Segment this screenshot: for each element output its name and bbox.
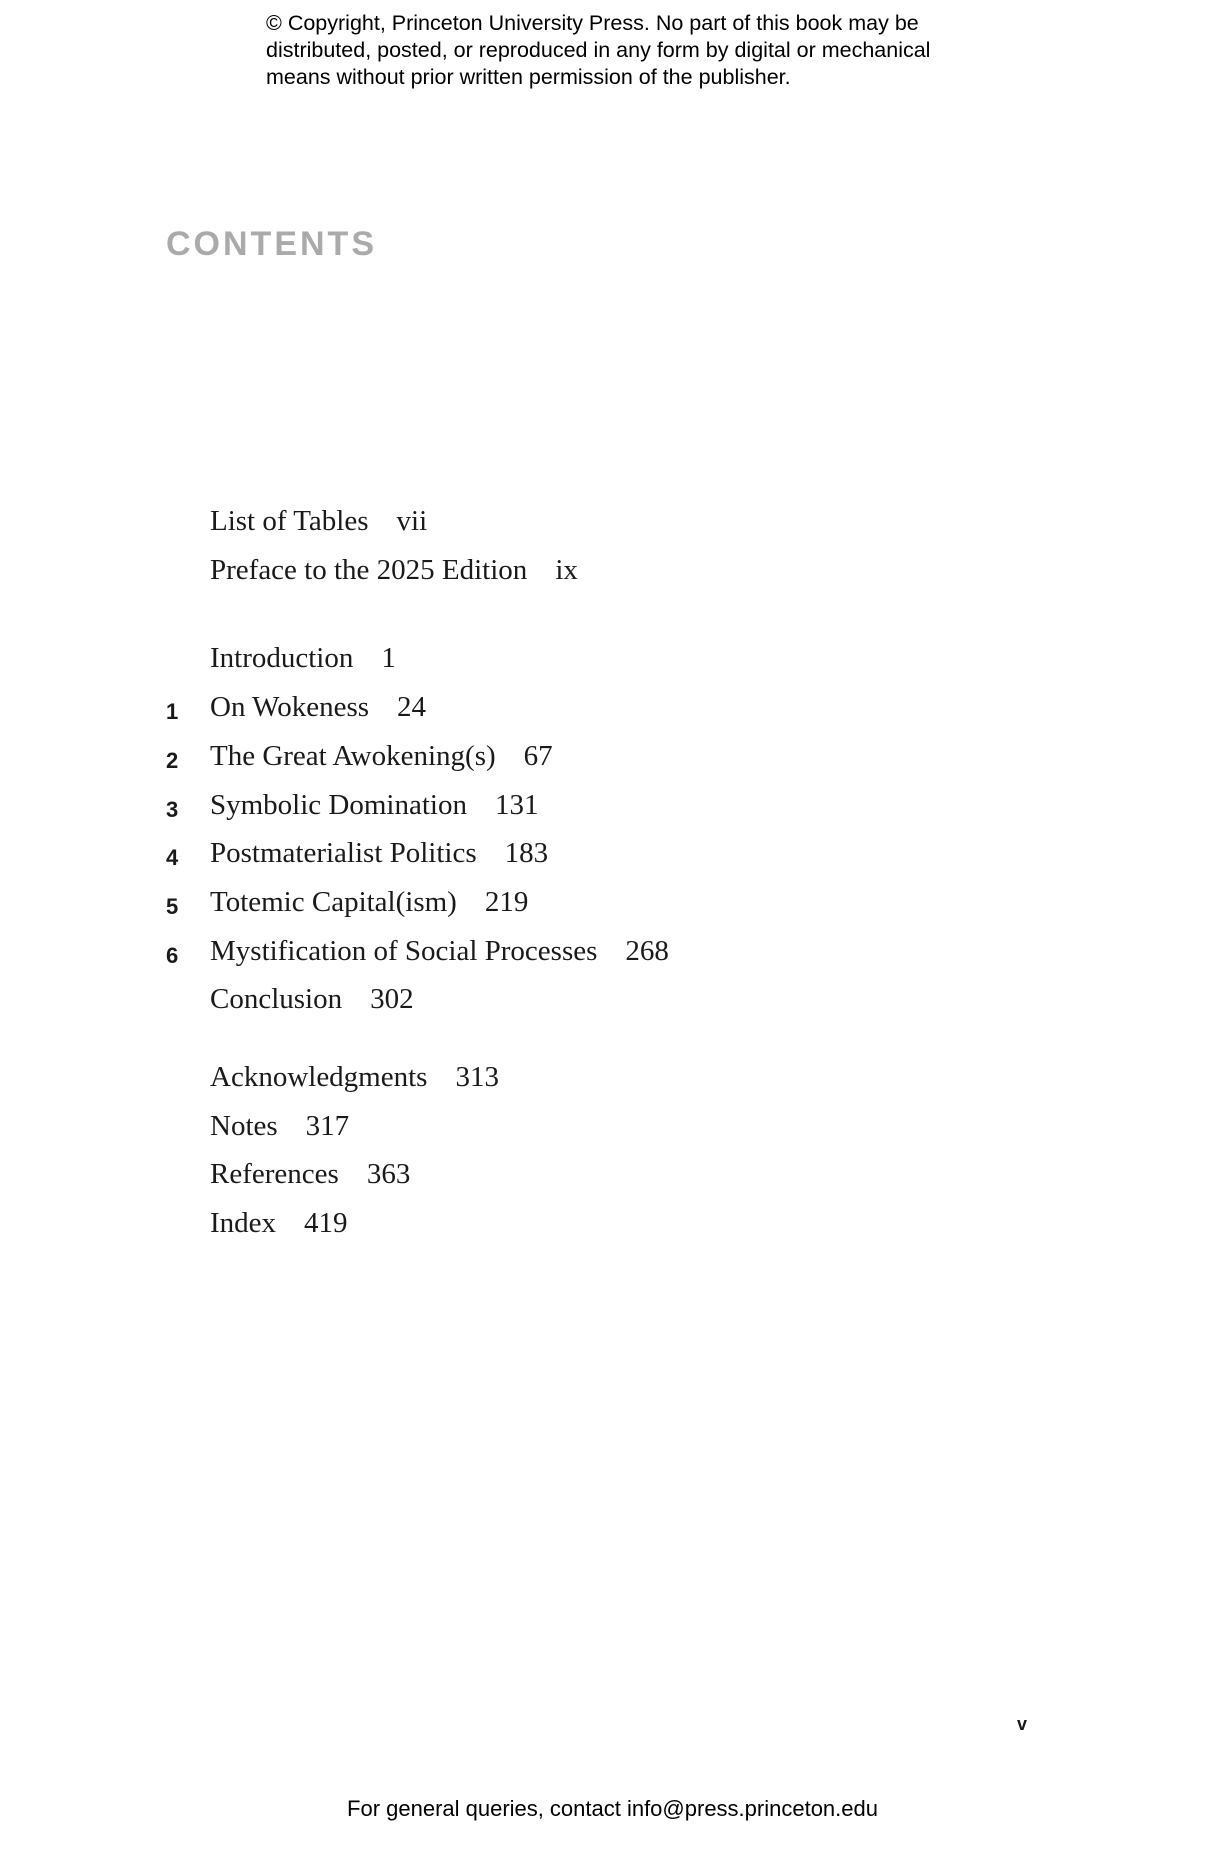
toc-entry-title: References: [210, 1158, 339, 1190]
footer-contact: [0, 1796, 1225, 1822]
toc-entry-acknowledgments[interactable]: [0, 1061, 1225, 1101]
toc-entry-title: Symbolic Domination: [210, 789, 467, 821]
toc-entry-references[interactable]: [0, 1158, 1225, 1198]
chapter-number: 5: [166, 894, 179, 919]
toc-entry-page: 419: [304, 1207, 348, 1239]
toc-entry-chapter-5[interactable]: [0, 886, 1225, 926]
toc-entry-index[interactable]: [0, 1207, 1225, 1247]
contents-heading: CONTENTS: [166, 225, 377, 263]
copyright-line: © Copyright, Princeton University Press. No part of this book may be: [266, 11, 919, 35]
toc-entry-title: Acknowledgments: [210, 1061, 428, 1093]
toc-entry-notes[interactable]: [0, 1110, 1225, 1150]
toc-entry-title: Totemic Capital(ism): [210, 886, 457, 918]
toc-entry-title: Preface to the 2025 Edition: [210, 554, 528, 586]
footer-prefix: For general queries,: [347, 1796, 544, 1821]
toc-entry-page: 302: [370, 983, 414, 1015]
toc-entry-page: 317: [305, 1110, 350, 1142]
chapter-number: 2: [166, 748, 179, 773]
toc-entry-page: 219: [484, 886, 529, 918]
toc-entry-page: 1: [381, 642, 396, 674]
toc-entry-chapter-1[interactable]: [0, 691, 1225, 731]
chapter-number: 6: [166, 943, 179, 968]
toc-entry-page: vii: [396, 505, 428, 537]
toc-entry-title: Postmaterialist Politics: [210, 837, 477, 869]
copyright-line: distributed, posted, or reproduced in any form by digital or mechanical: [266, 38, 931, 62]
toc-entry-preface[interactable]: [0, 554, 1225, 594]
footer-email[interactable]: contact info@press.princeton.edu: [549, 1796, 878, 1821]
toc-entry-chapter-3[interactable]: [0, 789, 1225, 829]
chapter-number: 4: [166, 845, 179, 870]
toc-entry-title: Index: [210, 1207, 277, 1239]
toc-entry-introduction[interactable]: [0, 642, 1225, 682]
chapter-number: 3: [166, 797, 179, 822]
toc-entry-chapter-4[interactable]: [0, 837, 1225, 877]
toc-entry-title: Conclusion: [210, 983, 343, 1015]
toc-entry-page: 313: [455, 1061, 499, 1093]
toc-entry-page: 363: [366, 1158, 411, 1190]
toc-entry-title: List of Tables: [210, 505, 369, 537]
toc-entry-title: Introduction: [210, 642, 354, 674]
chapter-number: 1: [166, 699, 179, 724]
toc-entry-page: ix: [555, 554, 578, 586]
toc-entry-title: On Wokeness: [210, 691, 370, 723]
copyright-notice: [266, 10, 986, 91]
toc-entry-page: 67: [523, 740, 553, 772]
toc-entry-title: Notes: [210, 1110, 278, 1142]
toc-entry-chapter-6[interactable]: [0, 935, 1225, 975]
toc-entry-page: 268: [625, 935, 669, 967]
page-number: v: [1017, 1714, 1028, 1734]
toc-entry-title: Mystification of Social Processes: [210, 935, 598, 967]
toc-entry-page: 131: [494, 789, 539, 821]
copyright-line: means without prior written permission of the publisher.: [266, 65, 791, 89]
toc-entry-title: The Great Awokening(s): [210, 740, 496, 772]
toc-entry-conclusion[interactable]: [0, 983, 1225, 1023]
toc-entry-chapter-2[interactable]: [0, 740, 1225, 780]
toc-entry-page: 183: [504, 837, 549, 869]
toc-entry-list-of-tables[interactable]: [0, 505, 1225, 545]
toc-entry-page: 24: [397, 691, 427, 723]
